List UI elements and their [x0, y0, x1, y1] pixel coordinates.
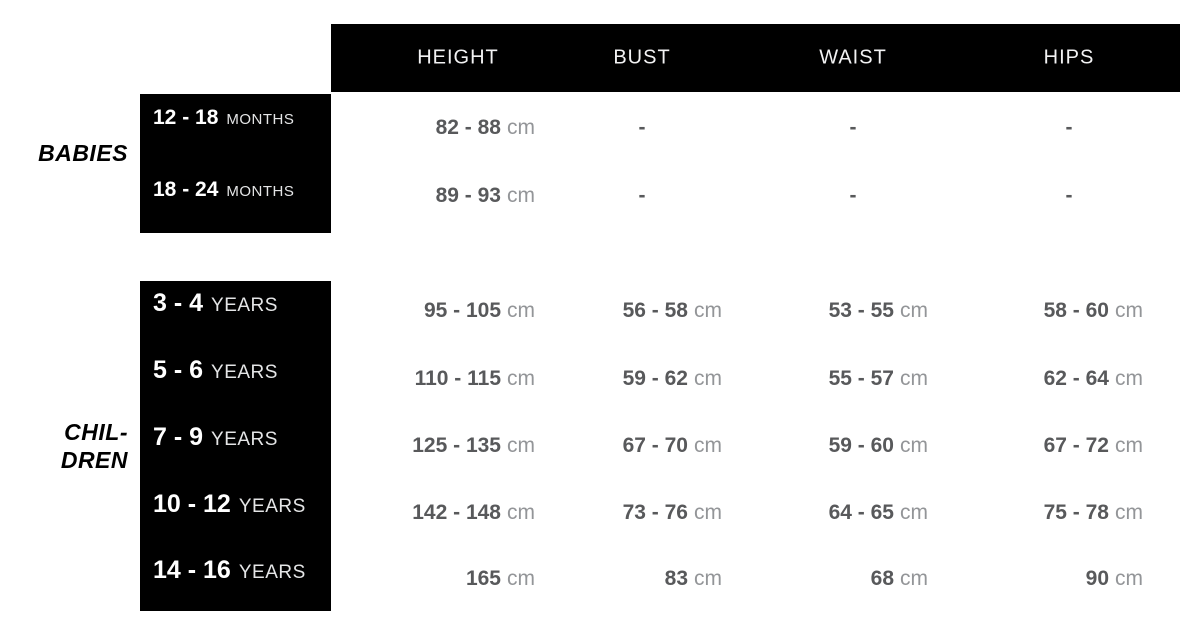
value-text: 62 - 64 [1043, 367, 1109, 390]
size-range-text: 12 - 18 [153, 106, 219, 129]
cell-hips-empty [1066, 182, 1073, 210]
unit-text: cm [507, 567, 535, 590]
cell-bust-empty [639, 182, 646, 210]
size-range-text: 10 - 12 [153, 490, 231, 518]
unit-text: cm [694, 501, 722, 524]
table-row [0, 432, 1200, 460]
cell-hips-empty [1066, 114, 1073, 142]
cell-hips [1044, 297, 1143, 327]
value-text: 58 - 60 [1043, 299, 1109, 322]
empty-dash: - [1065, 116, 1073, 139]
column-header-bust: BUST [613, 46, 671, 69]
unit-text: cm [507, 116, 535, 139]
empty-dash: - [638, 184, 646, 207]
empty-dash: - [849, 184, 857, 207]
value-text: 89 - 93 [435, 184, 501, 207]
size-range-text: 14 - 16 [153, 556, 231, 584]
size-range-text: 3 - 4 [153, 289, 204, 317]
size-range-text: 18 - 24 [153, 178, 219, 201]
cell-hips [1044, 365, 1143, 395]
unit-text: cm [1115, 434, 1143, 457]
value-text: 73 - 76 [622, 501, 688, 524]
unit-text: cm [507, 434, 535, 457]
cell-bust [665, 565, 722, 595]
value-text: 90 [1085, 567, 1109, 590]
unit-text: cm [1115, 567, 1143, 590]
value-text: 75 - 78 [1043, 501, 1109, 524]
empty-dash: - [1065, 184, 1073, 207]
unit-text: cm [900, 501, 928, 524]
cell-waist [829, 297, 928, 327]
value-text: 125 - 135 [412, 434, 501, 457]
unit-text: cm [900, 299, 928, 322]
size-unit-text: MONTHS [226, 111, 295, 128]
value-text: 68 [870, 567, 894, 590]
unit-text: cm [507, 367, 535, 390]
value-text: 67 - 70 [622, 434, 688, 457]
cell-bust [623, 499, 722, 529]
column-header-waist: WAIST [819, 46, 887, 69]
group-label-children-line1: CHIL- [64, 419, 128, 445]
size-range-text: 7 - 9 [153, 423, 204, 451]
value-text: 67 - 72 [1043, 434, 1109, 457]
group-label-babies-text: BABIES [38, 140, 128, 166]
cell-bust-empty [639, 114, 646, 142]
table-row [0, 499, 1200, 527]
cell-height [415, 365, 535, 395]
value-text: 82 - 88 [435, 116, 501, 139]
unit-text: cm [900, 567, 928, 590]
table-row [0, 297, 1200, 325]
cell-waist [871, 565, 928, 595]
value-text: 110 - 115 [414, 367, 501, 390]
cell-waist [829, 432, 928, 462]
table-row [0, 365, 1200, 393]
size-unit-text: YEARS [211, 295, 278, 316]
group-label-babies [0, 139, 128, 167]
cell-bust [623, 297, 722, 327]
value-text: 59 - 60 [828, 434, 894, 457]
cell-bust [623, 432, 722, 462]
unit-text: cm [507, 184, 535, 207]
group-label-children-line2: DREN [60, 447, 128, 473]
size-unit-text: YEARS [211, 429, 278, 450]
cell-waist [829, 499, 928, 529]
cell-waist-empty [850, 114, 857, 142]
cell-height [466, 565, 535, 595]
unit-text: cm [507, 299, 535, 322]
value-text: 55 - 57 [828, 367, 894, 390]
value-text: 56 - 58 [622, 299, 688, 322]
size-unit-text: YEARS [238, 496, 306, 517]
column-header-hips: HIPS [1043, 46, 1095, 69]
column-header-height: HEIGHT [417, 46, 499, 69]
cell-height [412, 432, 535, 462]
cell-height [436, 114, 535, 144]
cell-height [436, 182, 535, 212]
value-text: 59 - 62 [622, 367, 688, 390]
unit-text: cm [900, 434, 928, 457]
value-text: 53 - 55 [828, 299, 894, 322]
unit-text: cm [694, 367, 722, 390]
unit-text: cm [694, 299, 722, 322]
unit-text: cm [1115, 501, 1143, 524]
size-unit-text: YEARS [211, 362, 278, 383]
unit-text: cm [1115, 299, 1143, 322]
cell-hips [1086, 565, 1143, 595]
value-text: 64 - 65 [828, 501, 894, 524]
unit-text: cm [694, 434, 722, 457]
cell-height [424, 297, 535, 327]
unit-text: cm [1115, 367, 1143, 390]
unit-text: cm [507, 501, 535, 524]
size-range-text: 5 - 6 [153, 356, 204, 384]
cell-height [412, 499, 535, 529]
cell-waist-empty [850, 182, 857, 210]
cell-bust [623, 365, 722, 395]
value-text: 83 [664, 567, 688, 590]
value-text: 142 - 148 [412, 501, 501, 524]
empty-dash: - [638, 116, 646, 139]
cell-hips [1044, 432, 1143, 462]
cell-hips [1044, 499, 1143, 529]
table-row [0, 565, 1200, 593]
value-text: 165 [465, 567, 501, 590]
empty-dash: - [849, 116, 857, 139]
table-row [0, 114, 1200, 142]
unit-text: cm [694, 567, 722, 590]
size-unit-text: YEARS [238, 562, 306, 583]
unit-text: cm [900, 367, 928, 390]
size-unit-text: MONTHS [226, 183, 295, 200]
cell-waist [829, 365, 928, 395]
table-row [0, 182, 1200, 210]
value-text: 95 - 105 [423, 299, 501, 322]
table-header-bar [331, 24, 1180, 92]
